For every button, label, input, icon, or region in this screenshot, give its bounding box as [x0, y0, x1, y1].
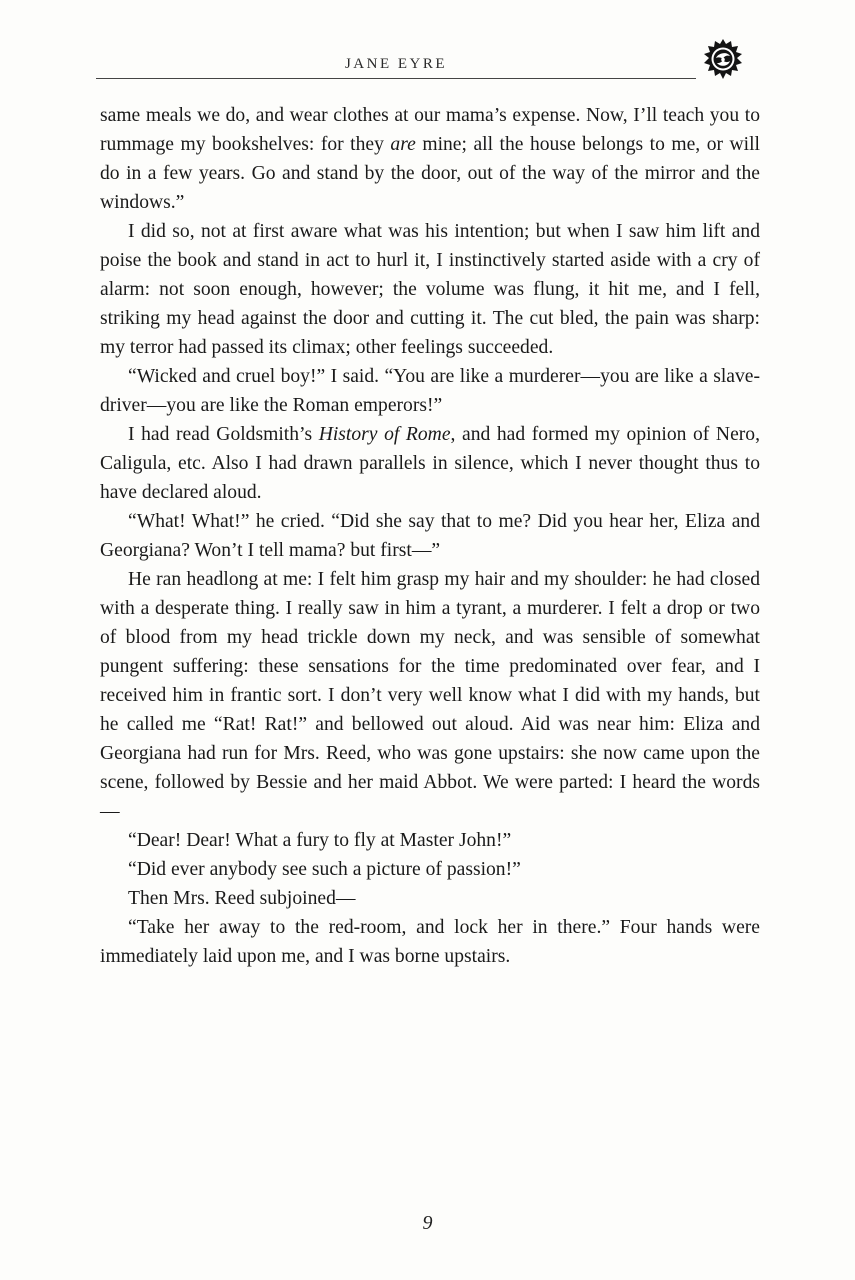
text-run: “Did ever anybody see such a picture of passion!” — [128, 859, 521, 880]
body-text — [100, 101, 760, 971]
paragraph — [100, 855, 760, 884]
paragraph — [100, 826, 760, 855]
text-run: “What! What!” he cried. “Did she say that to me? Did you hear her, Eliza and Georgiana? Won’t I tell mama? but first—” — [100, 511, 760, 561]
text-run: “Wicked and cruel boy!” I said. “You are like a murderer—you are like a slave-driver—you are like the Roman emperors!” — [100, 366, 760, 416]
text-run: same meals we do, and wear clothes at our mama’s expense. Now, I’ll teach you to rummage my bookshelves: for they — [100, 105, 760, 155]
running-title: JANE EYRE — [344, 56, 448, 72]
text-run: mine; all the house belongs to me, or will do in a few years. Go and stand by the door, out of the way of the mirror and the windows.” — [100, 134, 760, 213]
paragraph — [100, 565, 760, 826]
paragraph — [100, 362, 760, 420]
header-rule — [96, 78, 696, 79]
paragraph — [100, 884, 760, 913]
text-run: , and had formed my opinion of Nero, Caligula, etc. Also I had drawn parallels in silence, which I never thought thus to have declared aloud. — [100, 424, 760, 503]
text-run: “Dear! Dear! What a fury to fly at Master John!” — [128, 830, 512, 851]
paragraph — [100, 913, 760, 971]
paragraph — [100, 217, 760, 362]
text-run: He ran headlong at me: I felt him grasp my hair and my shoulder: he had closed with a desperate thing. I really saw in him a tyrant, a murderer. I felt a drop or two of blood from my head trickle down my neck, and was sensible of somewhat pungent suffering: these sensations for the time predominated over fear, and I received him in frantic sort. I don’t very well know what I did with my hands, but he called me “Rat! Rat!” and bellowed out aloud. Aid was near him: Eliza and Georgiana had run for Mrs. Reed, who was gone upstairs: she now came upon the scene, followed by Bessie and her maid Abbot. We were parted: I heard the words— — [100, 569, 760, 822]
text-run: I did so, not at first aware what was his intention; but when I saw him lift and poise the book and stand in act to hurl it, I instinctively started aside with a cry of alarm: not soon enough, however; the volume was flung, it hit me, and I fell, striking my head against the door and cutting it. The cut bled, the pain was sharp: my terror had passed its climax; other feelings succeeded. — [100, 221, 760, 358]
paragraph — [100, 420, 760, 507]
text-run: Then Mrs. Reed subjoined— — [128, 888, 356, 909]
italic-text: are — [390, 134, 416, 155]
paragraph — [100, 507, 760, 565]
page-number: 9 — [422, 1212, 433, 1234]
text-run: “Take her away to the red-room, and lock her in there.” Four hands were immediately laid upon me, and I was borne upstairs. — [100, 917, 760, 967]
running-head — [96, 50, 696, 82]
italic-text: History of Rome — [318, 424, 451, 445]
paragraph — [100, 101, 760, 217]
rose-medallion-icon — [700, 36, 746, 82]
text-run: I had read Goldsmith’s — [128, 424, 319, 445]
